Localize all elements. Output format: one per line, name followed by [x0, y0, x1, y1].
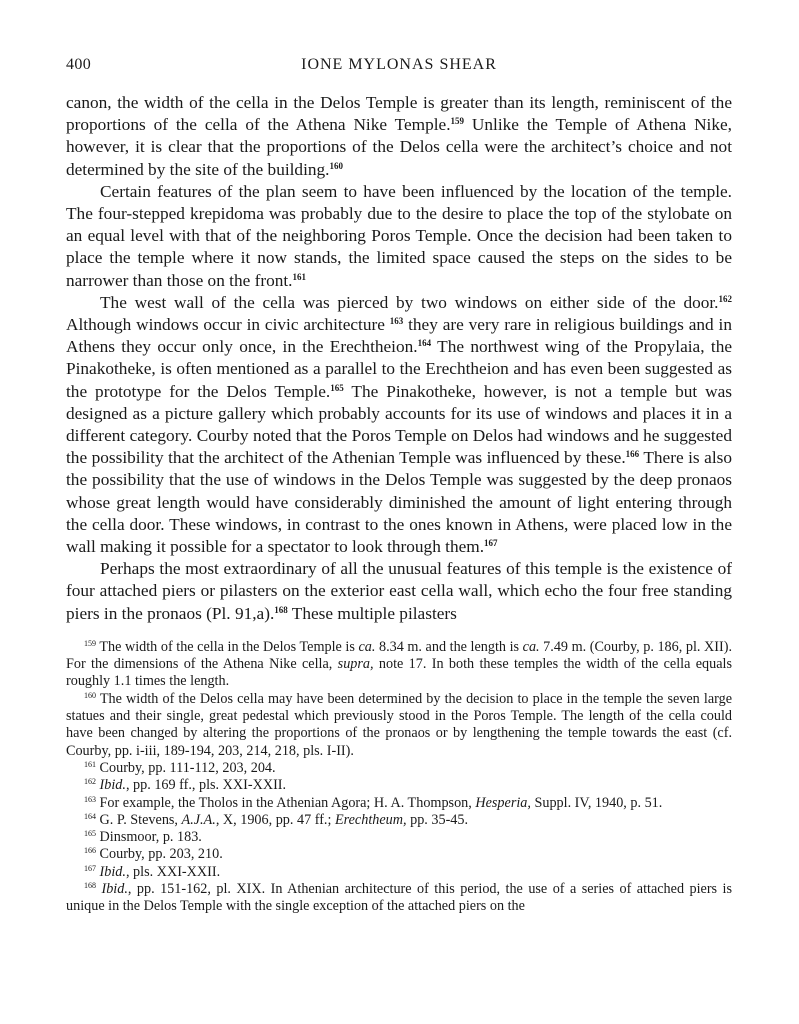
text-run: , pp. 151-162, pl. XIX. In Athenian architecture of this period, the use of a series of attached piers is unique in the Delos Temple with the single exception of the attached piers on the — [66, 881, 732, 915]
body-paragraph — [66, 292, 732, 558]
running-title: IONE MYLONAS SHEAR — [301, 56, 497, 73]
text-run: note 17. In both these temples the width of the cella equals roughly 1.1 times the length. — [66, 656, 732, 690]
footnote-ref: 163 — [84, 794, 96, 804]
body-paragraph — [66, 558, 732, 625]
footnote — [66, 760, 732, 777]
footnote-ref: 168 — [274, 604, 288, 615]
text-run: they are very rare in religious buildings and in Athens they occur only once, in the Erechtheion. — [66, 315, 732, 357]
text-run: The width of the Delos cella may have been determined by the decision to place in the temple the seven large statues and their single, great pedestal which previously stood in the Poros Temple. The length of the cella could have been changed by altering the proportions of the pronaos or by lengthening the temple towards the east (cf. Courby, pp. i-iii, 189-194, 203, 214, 218, pls. I-II). — [66, 690, 732, 759]
footnote-ref: 163 — [389, 316, 404, 327]
footnote-ref: 165 — [84, 829, 96, 839]
italic-text: ca. — [358, 638, 376, 655]
italic-text: Ibid. — [99, 863, 126, 880]
footnote — [66, 829, 732, 846]
text-run: pp. 35-45. — [406, 811, 469, 828]
footnote — [66, 881, 732, 916]
text-run: Certain features of the plan seem to have been influenced by the location of the temple. The four-stepped krepidoma was probably due to the desire to place the top of the stylobate on an equal level with that of the neighboring Poros Temple. Once the decision had been taken to place the temple where it now stands, the limited space caused the steps on the sides to be narrower than those on the front. — [66, 181, 732, 290]
text-run: 8.34 m. and the length is — [375, 638, 523, 655]
running-head — [66, 56, 732, 82]
body-text — [66, 92, 732, 625]
page-number: 400 — [66, 56, 92, 73]
footnote — [66, 795, 732, 812]
footnote-ref: 159 — [84, 638, 96, 648]
footnote-ref: 159 — [450, 116, 465, 127]
text-run: There is also the possibility that the use of windows in the Delos Temple was suggested by the deep pronaos whose great length would have considerably diminished the amount of light entering through the cella door. These windows, in contrast to the ones known in Athens, were placed low in the wall making it possible for a spectator to look through them. — [66, 448, 732, 557]
italic-text: Ibid. — [99, 777, 126, 794]
body-paragraph — [66, 181, 732, 292]
text-run: , pp. 169 ff., pls. XXI-XXII. — [125, 777, 287, 794]
text-run: The northwest wing of the Propylaia, the Pinakotheke, is often mentioned as a parallel to the Erechtheion and has even been suggested as the prototype for the Delos Temple. — [66, 337, 733, 401]
footnote-ref: 167 — [84, 863, 96, 873]
italic-text: Erechtheum, — [334, 811, 407, 828]
italic-text: supra, — [337, 656, 374, 673]
footnote-ref: 160 — [329, 160, 343, 171]
footnote-ref: 168 — [84, 881, 96, 891]
text-run: The Pinakotheke, however, is not a temple but was designed as a picture gallery which probably accounts for its use of windows and places it in a different category. Courby noted that the Poros Temple on Delos had windows and he suggested the possibility that the architect of the Athenian Temple was influenced by these. — [66, 381, 733, 468]
footnote-ref: 166 — [84, 846, 96, 856]
footnote-ref: 161 — [84, 759, 96, 769]
body-paragraph — [66, 92, 732, 181]
text-run: G. P. Stevens, — [96, 811, 182, 828]
italic-text: Hesperia, — [475, 794, 531, 811]
text-run: Dinsmoor, p. 183. — [96, 829, 202, 846]
footnote-ref: 161 — [292, 271, 307, 282]
footnote-ref: 164 — [84, 811, 96, 821]
footnote-ref: 167 — [484, 538, 498, 549]
text-run: 7.49 m. (Courby, p. 186, pl. XII). For the dimensions of the Athena Nike cella, — [66, 638, 733, 673]
text-run: Unlike the Temple of Athena Nike, however, it is clear that the proportions of the Delos cella were the architect’s choice and not determined by the site of the building. — [66, 115, 732, 179]
text-run: , pls. XXI-XXII. — [125, 863, 221, 880]
text-run: Courby, pp. 111-112, 203, 204. — [96, 759, 276, 776]
footnote — [66, 812, 732, 829]
footnote — [66, 777, 732, 794]
footnote — [66, 846, 732, 863]
text-run: , X, 1906, pp. 47 ff.; — [215, 811, 335, 828]
italic-text: A.J.A. — [181, 811, 216, 828]
footnote — [66, 864, 732, 881]
footnote-ref: 160 — [84, 690, 96, 700]
footnote-ref: 165 — [330, 382, 344, 393]
text-run: canon, the width of the cella in the Delos Temple is greater than its length, reminiscent of the proportions of the cella of the Athena Nike Temple. — [66, 93, 732, 135]
text-run: Although windows occur in civic architecture — [66, 315, 390, 335]
text-run: Courby, pp. 203, 210. — [96, 846, 223, 863]
text-run: These multiple pilasters — [287, 603, 457, 623]
text-run: The west wall of the cella was pierced by two windows on either side of the door. — [100, 292, 719, 312]
footnote-ref: 166 — [625, 449, 640, 460]
italic-text: Ibid. — [101, 881, 128, 898]
text-run: Suppl. IV, 1940, p. 51. — [530, 794, 663, 811]
footnote-ref: 162 — [718, 293, 732, 304]
footnote-ref: 164 — [417, 338, 432, 349]
footnotes — [66, 639, 732, 916]
text-run: For example, the Tholos in the Athenian Agora; H. A. Thompson, — [96, 794, 476, 811]
document-page — [66, 56, 732, 916]
footnote — [66, 691, 732, 760]
text-run: The width of the cella in the Delos Temple is — [96, 638, 359, 655]
text-run: Perhaps the most extraordinary of all the unusual features of this temple is the existence of four attached piers or pilasters on the exterior east cella wall, which echo the four free standing piers in the pronaos (Pl. 91,a). — [66, 559, 732, 623]
footnote — [66, 639, 732, 691]
italic-text: ca. — [522, 638, 540, 655]
footnote-ref: 162 — [84, 777, 96, 787]
